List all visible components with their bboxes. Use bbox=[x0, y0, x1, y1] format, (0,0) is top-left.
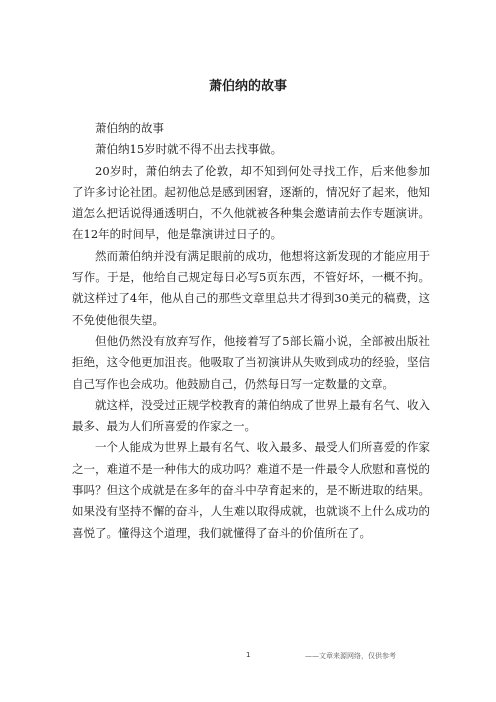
paragraph: 但他仍然没有放弃写作，他接着写了5部长篇小说，全部被出版社拒绝，这令他更加沮丧。他吸取了当初演讲从失败到成功的经验，坚信自己写作也会成功。他鼓励自己，仍然每日写一定数量的文章。 bbox=[72, 333, 430, 391]
paragraph: 然而萧伯纳并没有满足眼前的成功，他想将这新发现的才能应用于写作。于是，他给自己规定每日必写5页东西，不管好坏，一概不拘。就这样过了4年，他从自己的那些文章里总共才得到30美元的稿费，这不免使他很失望。 bbox=[72, 248, 430, 327]
document-title: 萧伯纳的故事 bbox=[208, 79, 287, 94]
paragraph: 就这样，没受过正规学校教育的萧伯纳成了世界上最有名气、收入最多、最为人们所喜爱的作家之一。 bbox=[72, 397, 430, 434]
page-footer bbox=[0, 651, 496, 665]
page-number: 1 bbox=[246, 651, 251, 659]
paragraph: 20岁时，萧伯纳去了伦敦，却不知到何处寻找工作，后来他参加了许多讨论社团。起初他总是感到困窘，逐渐的，情况好了起来，他知道怎么把话说得通透明白，不久他就被各种集会邀请前去作专题演讲。在12年的时间早，他是靠演讲过日子的。 bbox=[72, 163, 430, 242]
source-note: ——文章来源网络，仅供参考 bbox=[305, 652, 396, 660]
paragraph: 一个人能成为世界上最有名气、收入最多、最受人们所喜爱的作家之一，难道不是一种伟大的成功吗？难道不是一件最令人欣慰和喜悦的事吗？但这个成就是在多年的奋斗中孕育起来的，是不断进取的结果。如果没有坚持不懈的奋斗，人生难以取得成就，也就谈不上什么成功的喜悦了。懂得这个道理，我们就懂得了奋斗的价值所在了。 bbox=[72, 440, 430, 540]
paragraph: 萧伯纳15岁时就不得不出去找事做。 bbox=[95, 142, 283, 157]
paragraph: 萧伯纳的故事 bbox=[95, 121, 164, 135]
document-body bbox=[72, 118, 430, 544]
